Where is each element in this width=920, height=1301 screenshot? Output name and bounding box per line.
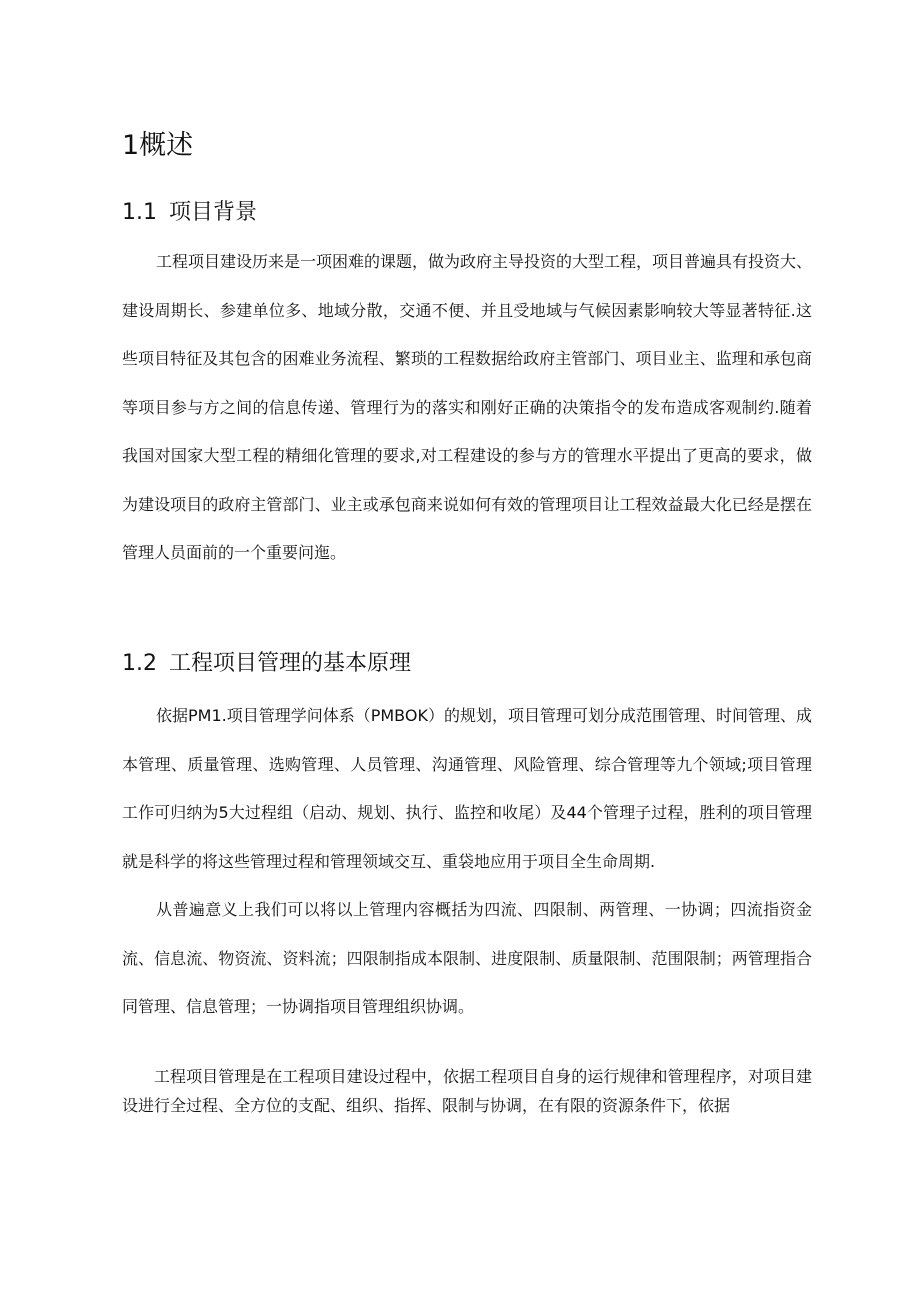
section-title: 工程项目管理的基本原理 <box>169 651 412 676</box>
chapter-heading: 1概述 <box>122 130 194 161</box>
section-number: 1.2 <box>122 651 157 676</box>
paragraph-definition: 工程项目管理是在工程项目建设过程中，依据工程项目自身的运行规律和管理程序，对项目建设进行全过程、全方位的支配、组织、指挥、限制与协调，在有限的资源条件下，依据 <box>122 1067 812 1115</box>
paragraph-background: 工程项目建设历来是一项困难的课题，做为政府主导投资的大型工程，项目普遍具有投资大、建设周期长、参建单位多、地域分散，交通不便、并且受地域与气候因素影响较大等显著特征.这些项目特征及其包含的困难业务流程、繁琐的工程数据给政府主管部门、项目业主、监理和承包商等项目参与方之间的信息传递、管理行为的落实和刚好正确的决策指令的发布造成客观制约.随着我国对国家大型工程的精细化管理的要求,对工程建设的参与方的管理水平提出了更高的要求，做为建设项目的政府主管部门、业主或承包商来说如何有效的管理项目让工程效益最大化已经是摆在管理人员面前的一个重要问迤。 <box>122 252 813 562</box>
section-title: 项目背景 <box>169 200 258 225</box>
paragraph-pmbok: 依据PM1.项目管理学问体系（PMBOK）的规划，项目管理可划分成范围管理、时间管理、成本管理、质量管理、选购管理、人员管理、沟通管理、风险管理、综合管理等九个领域;项目管理工作可归纳为5大过程组（启动、规划、执行、监控和收尾）及44个管理子过程，胜利的项目管理就是科学的将这些管理过程和管理领域交互、重袋地应用于项目全生命周期. <box>122 706 812 871</box>
section-number: 1.1 <box>122 200 157 225</box>
section-heading-1-2 <box>122 647 411 681</box>
paragraph-summary: 从普遍意义上我们可以将以上管理内容概括为四流、四限制、两管理、一协调；四流指资金流、信息流、物资流、资料流；四限制指成本限制、进度限制、质量限制、范围限制；两管理指合同管理、信息管理；一协调指项目管理组织协调。 <box>122 900 812 1016</box>
section-heading-1-1 <box>122 196 257 230</box>
